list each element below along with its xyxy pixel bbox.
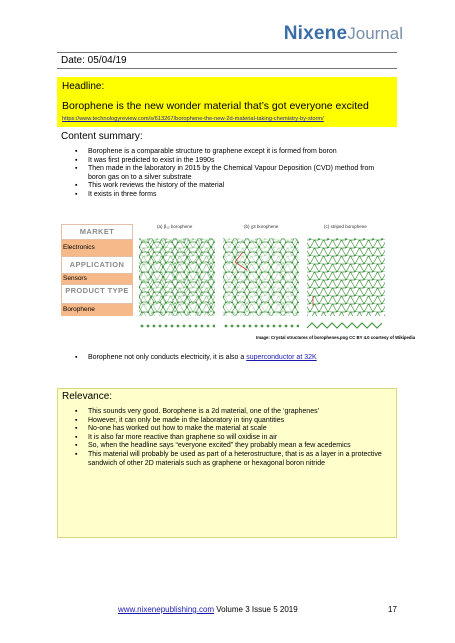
list-item: ▪ So, when the headline says “everyone excited” they probably mean a few acedemics [70, 442, 388, 451]
list-item: ▪ It exists in three forms [70, 191, 390, 200]
beta12-overlay [139, 238, 215, 316]
headline-url[interactable]: https://www.technologyreview.com/s/613267/borophene-the-new-2d-material-taking-chemistry-by-storm/ [62, 116, 324, 122]
product-type-value: Borophene [61, 304, 133, 316]
summary-list [70, 148, 390, 200]
relevance-label: Relevance: [62, 391, 113, 402]
panel-label-b: (b) χ3 borophene [244, 224, 279, 229]
journal-logo [284, 24, 403, 43]
content-summary-label: Content summary: [61, 131, 143, 142]
headline: Borophene is the new wonder material that’s got everyone excited [62, 100, 369, 112]
headline-label: Headline: [62, 81, 105, 92]
tag-table [61, 224, 133, 316]
list-item: ▪ Borophene is a comparable structure to graphene except it is formed from boron [70, 148, 390, 157]
striped-side-view [307, 323, 382, 328]
chi3-overlay [223, 238, 299, 316]
application-value: Sensors [61, 274, 133, 284]
list-item: ▪ This sounds very good. Borophene is a 2d material, one of the ‘graphenes’ [70, 408, 388, 417]
date: Date: 05/04/19 [61, 55, 127, 66]
chi3-side-view [223, 324, 299, 328]
list-item: ▪ It was first predicted to exist in the 1990s [70, 157, 390, 166]
footer-url[interactable]: www.nixenepublishing.com [118, 605, 215, 614]
logo-journal: Journal [347, 24, 403, 43]
footer [118, 605, 298, 614]
summary-list-2 [70, 354, 390, 363]
panel-label-a: (a) β₁₂ borophene [157, 224, 193, 229]
superconductor-link[interactable]: superconductor at 32K [246, 354, 317, 361]
product-type-label: PRODUCT TYPE [61, 284, 133, 304]
page-number: 17 [388, 605, 397, 614]
list-item: ▪ No-one has worked out how to make the material at scale [70, 425, 388, 434]
striped-lattice [307, 238, 385, 316]
footer-issue: Volume 3 Issue 5 2019 [214, 605, 298, 614]
top-rule [57, 52, 397, 53]
logo-nixene: Nixene [283, 23, 348, 44]
crystal-structures-illustration [139, 232, 389, 332]
list-item [70, 354, 390, 363]
date-rule [57, 68, 397, 69]
panel-label-c: (c) striped borophene [324, 224, 367, 229]
application-label: APPLICATION [61, 256, 133, 274]
figure [61, 224, 391, 344]
list-item: ▪ Then made in the laboratory in 2015 by the Chemical Vapour Deposition (CVD) method from boron gas on to a silver substrate [70, 165, 390, 182]
list-item: ▪ This material will probably be used as part of a heterostructure, that is as a layer in a protective sandwich of other 2D materials such as graphene or hexagonal boron nitride [70, 451, 388, 468]
market-label: MARKET [61, 224, 133, 240]
beta12-side-view [139, 324, 215, 328]
image-credit: Image: Crystal structures of borophenes.png CC BY 4.0 courtesy of Wikipedia [256, 335, 416, 340]
list-item: ▪ It is also far more reactive than graphene so will oxidise in air [70, 434, 388, 443]
relevance-list [70, 408, 388, 468]
list-item: ▪ This work reviews the history of the material [70, 182, 390, 191]
list-item: ▪ However, it can only be made in the laboratory in tiny quantities [70, 417, 388, 426]
bullet-text: Borophene not only conducts electricity, it is also a [88, 354, 247, 361]
market-value: Electronics [61, 240, 133, 256]
